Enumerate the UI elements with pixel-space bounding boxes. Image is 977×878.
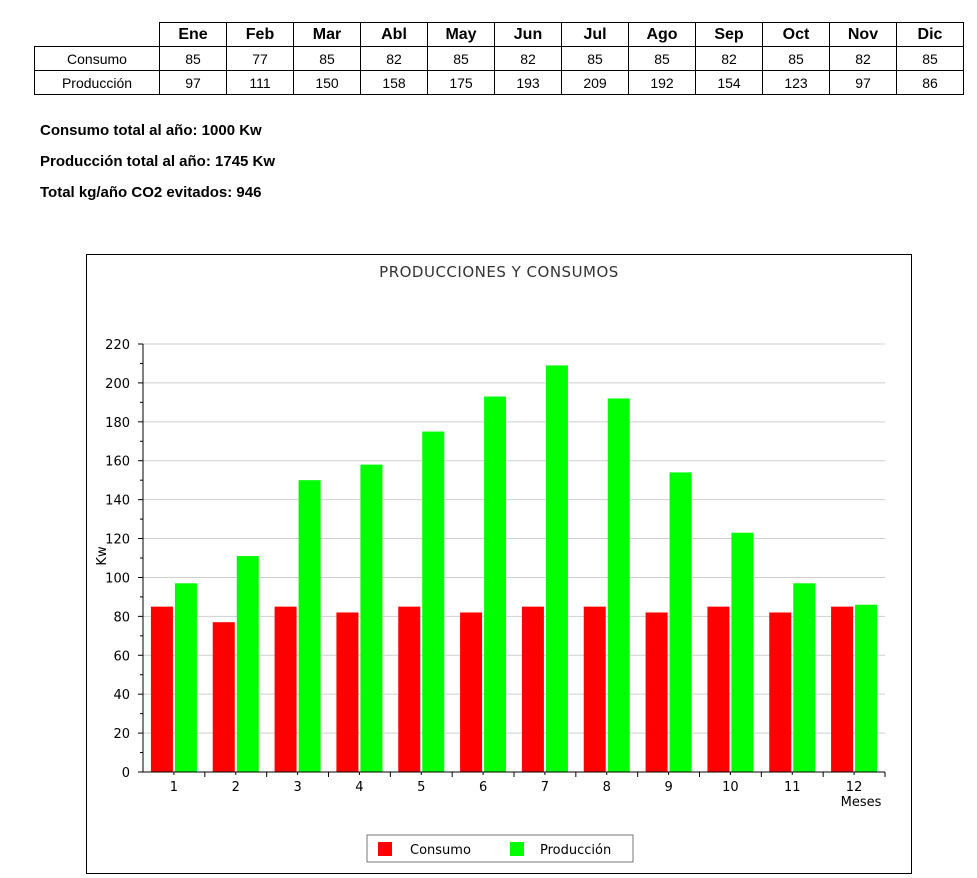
table-cell: 158 xyxy=(361,71,428,95)
table-cell: 77 xyxy=(227,47,294,71)
row-label: Consumo xyxy=(35,47,160,71)
x-tick-label: 12 xyxy=(845,780,863,795)
bar-consumo xyxy=(151,607,173,772)
legend-swatch-consumo xyxy=(378,842,392,856)
bar-produccion xyxy=(360,465,382,772)
bar-produccion xyxy=(546,365,568,772)
bar-produccion xyxy=(731,533,753,772)
y-axis-label: Kw xyxy=(95,546,110,566)
produccion-total-text: Producción total al año: 1745 Kw xyxy=(40,153,276,170)
data-table xyxy=(34,22,964,95)
legend-swatch-produccion xyxy=(510,842,524,856)
bar-produccion xyxy=(422,432,444,772)
y-tick-label: 180 xyxy=(105,415,130,431)
month-header: Sep xyxy=(696,23,763,47)
y-tick-label: 120 xyxy=(105,532,130,548)
table-cell: 123 xyxy=(763,71,830,95)
month-header: May xyxy=(428,23,495,47)
bar-produccion xyxy=(237,556,259,772)
x-tick-label: 2 xyxy=(231,780,240,795)
month-header: Oct xyxy=(763,23,830,47)
month-header: Jun xyxy=(495,23,562,47)
x-tick-label: 1 xyxy=(169,780,179,795)
bars-group xyxy=(151,365,877,772)
month-header: Dic xyxy=(897,23,964,47)
table-cell: 85 xyxy=(294,47,361,71)
month-header: Feb xyxy=(227,23,294,47)
legend-label-produccion: Producción xyxy=(540,843,612,858)
bar-produccion xyxy=(299,480,321,772)
table-cell: 82 xyxy=(495,47,562,71)
x-tick-label: 5 xyxy=(417,780,426,795)
legend-label-consumo: Consumo xyxy=(410,843,471,858)
x-tick-label: 4 xyxy=(355,780,364,795)
table-cell: 85 xyxy=(562,47,629,71)
y-tick-label: 160 xyxy=(105,454,130,470)
y-tick-label: 220 xyxy=(105,338,130,353)
x-axis-label: Meses xyxy=(840,795,882,810)
table-cell: 193 xyxy=(495,71,562,95)
y-tick-label: 100 xyxy=(105,571,130,587)
bar-produccion xyxy=(793,583,815,772)
table-cell: 154 xyxy=(696,71,763,95)
x-tick-label: 9 xyxy=(664,780,673,795)
bar-consumo xyxy=(831,607,853,772)
table-cell: 82 xyxy=(830,47,897,71)
bar-consumo xyxy=(646,612,668,772)
table-cell: 97 xyxy=(830,71,897,95)
month-header: Jul xyxy=(562,23,629,47)
bar-consumo xyxy=(769,612,791,772)
table-cell: 85 xyxy=(160,47,227,71)
table-cell: 85 xyxy=(897,47,964,71)
row-label: Producción xyxy=(35,71,160,95)
table-cell: 86 xyxy=(897,71,964,95)
table-row-consumo xyxy=(35,47,964,71)
y-tick-label: 60 xyxy=(113,649,130,665)
bar-consumo xyxy=(336,612,358,772)
bar-produccion xyxy=(608,398,630,772)
bar-consumo xyxy=(398,607,420,772)
y-tick-label: 200 xyxy=(105,376,130,392)
table-cell: 209 xyxy=(562,71,629,95)
legend xyxy=(367,835,633,862)
table-row-produccion xyxy=(35,71,964,95)
x-tick-label: 8 xyxy=(602,780,611,795)
table-cell: 85 xyxy=(763,47,830,71)
bar-produccion xyxy=(484,397,506,772)
y-tick-label: 20 xyxy=(113,727,130,743)
bar-consumo xyxy=(460,612,482,772)
table-cell: 82 xyxy=(696,47,763,71)
co2-evitados-text: Total kg/año CO2 evitados: 946 xyxy=(40,184,262,201)
table-cell: 85 xyxy=(629,47,696,71)
bar-produccion xyxy=(670,472,692,772)
table-cell: 85 xyxy=(428,47,495,71)
bar-produccion xyxy=(175,583,197,772)
y-tick-label: 40 xyxy=(113,688,130,704)
table-cell: 150 xyxy=(294,71,361,95)
bar-chart xyxy=(87,255,911,873)
y-tick-label: 0 xyxy=(121,766,130,781)
x-tick-label: 6 xyxy=(478,780,488,795)
table-cell: 97 xyxy=(160,71,227,95)
month-header: Mar xyxy=(294,23,361,47)
bar-produccion xyxy=(855,605,877,772)
x-tick-label: 11 xyxy=(783,780,801,795)
x-tick-label: 3 xyxy=(293,780,302,795)
table-cell: 111 xyxy=(227,71,294,95)
table-corner xyxy=(35,23,160,47)
bar-consumo xyxy=(275,607,297,772)
bar-consumo xyxy=(707,607,729,772)
month-header: Ago xyxy=(629,23,696,47)
table-cell: 192 xyxy=(629,71,696,95)
month-header: Abl xyxy=(361,23,428,47)
bar-consumo xyxy=(522,607,544,772)
chart-frame xyxy=(86,254,912,874)
consumo-total-text: Consumo total al año: 1000 Kw xyxy=(40,122,262,139)
month-header: Ene xyxy=(160,23,227,47)
chart-title: PRODUCCIONES Y CONSUMOS xyxy=(379,263,619,281)
bar-consumo xyxy=(584,607,606,772)
table-header-row xyxy=(35,23,964,47)
x-tick-label: 7 xyxy=(540,780,550,795)
table-cell: 82 xyxy=(361,47,428,71)
bar-consumo xyxy=(213,622,235,772)
y-tick-label: 140 xyxy=(105,493,130,509)
x-tick-label: 10 xyxy=(722,780,739,795)
table-cell: 175 xyxy=(428,71,495,95)
y-tick-label: 80 xyxy=(113,610,130,626)
month-header: Nov xyxy=(830,23,897,47)
